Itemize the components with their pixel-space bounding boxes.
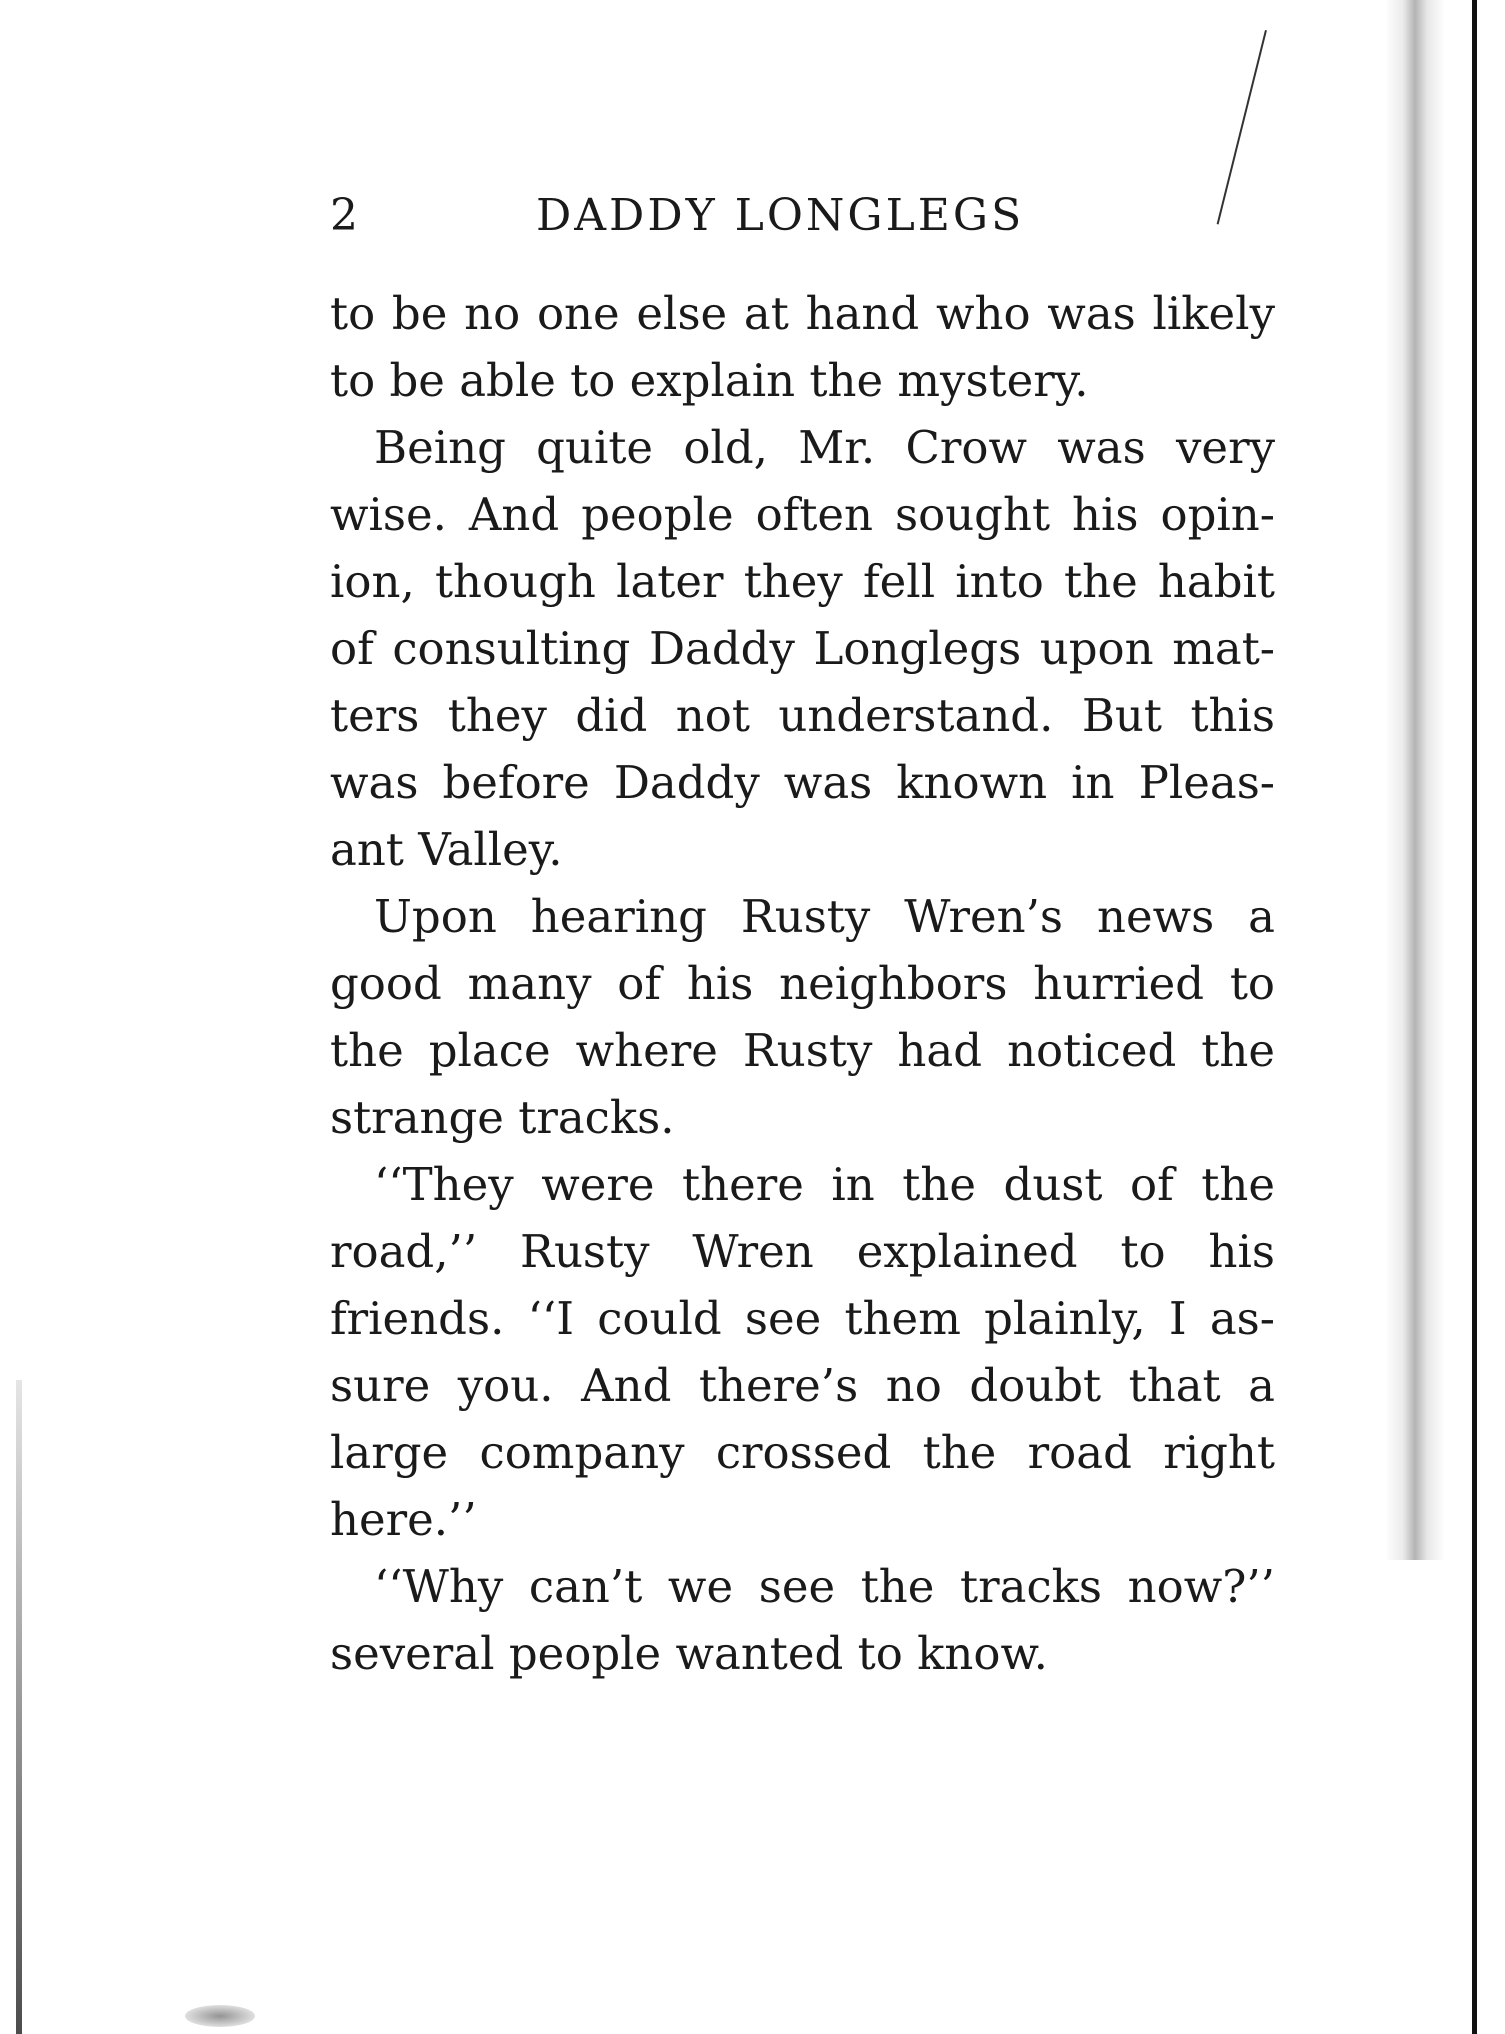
binding-edge-line [1472,0,1477,2034]
scan-smudge [185,2005,255,2027]
body-text [330,280,1275,1687]
paragraph-4: ‘‘They were there in the dust of the road,’’ Rusty Wren explained to his friends. ‘‘I could see them plainly, I as-sure you. And there’s no doubt that a large company crossed the road right here.’’ [330,1158,1275,1546]
binding-shadow [1385,0,1445,1560]
page-number: 2 [330,190,359,241]
left-page-edge [16,1380,22,2034]
page-header [330,190,1270,260]
paragraph-3: Upon hearing Rusty Wren’s news a good many of his neighbors hurried to the place where Rusty had noticed the strange tracks. [330,890,1275,1144]
paragraph-2: Being quite old, Mr. Crow was very wise. And people often sought his opin-ion, though later they fell into the habit of consulting Daddy Longlegs upon mat-ters they did not understand. But this was before Daddy was known in Pleas-ant Valley. [330,421,1275,876]
paragraph-1: to be no one else at hand who was likely to be able to explain the mystery. [330,287,1275,407]
paragraph-5: ‘‘Why can’t we see the tracks now?’’ several people wanted to know. [330,1560,1275,1680]
running-title: DADDY LONGLEGS [536,190,1025,241]
